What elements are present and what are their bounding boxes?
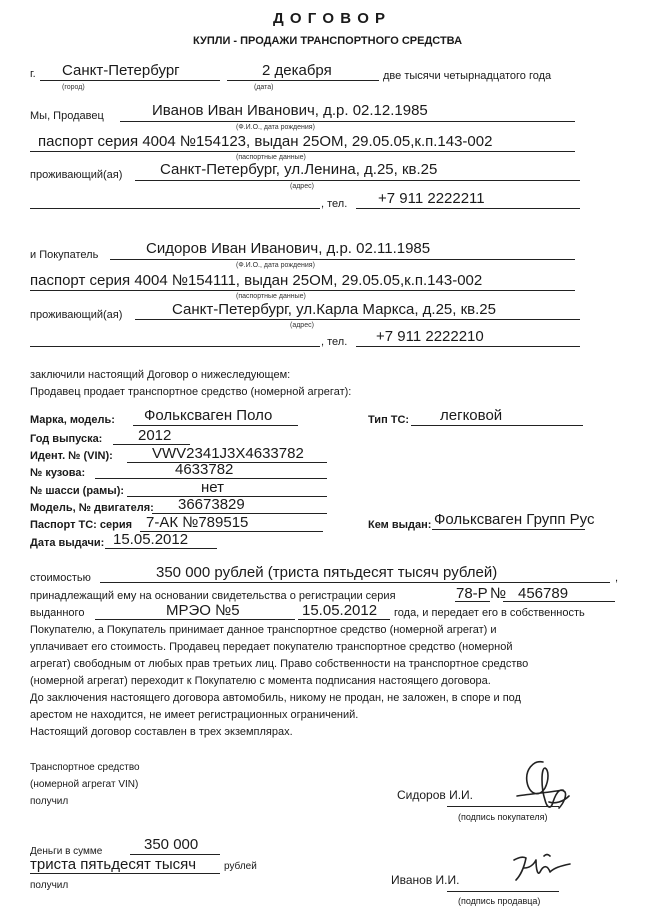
buyer-address-hint: (адрес): [290, 322, 314, 329]
body-line-4: (номерной агрегат) переходит к Покупателю с момента подписания настоящего договора.: [30, 675, 491, 687]
pts-value: 7-АК №789515: [146, 514, 249, 531]
seller-phone: +7 911 2222211: [378, 190, 485, 207]
city-hint: (город): [62, 84, 85, 91]
money-received: получил: [30, 880, 69, 891]
issued-label: выданного: [30, 607, 85, 619]
cost-comma: ,: [615, 572, 619, 584]
type-label: Тип ТС:: [368, 414, 410, 426]
seller-intro: Мы, Продавец: [30, 110, 104, 122]
year-value: 2012: [138, 427, 172, 444]
make-value: Фольксваген Поло: [144, 407, 273, 424]
transfer-text: года, и передает его в собственность: [394, 607, 585, 619]
receipt-vehicle-line-3: получил: [30, 796, 69, 807]
seller-name: Иванов Иван Иванович, д.р. 02.12.1985: [152, 102, 428, 119]
money-label: Деньги в сумме: [30, 846, 103, 857]
cert-issued-by: МРЭО №5: [166, 602, 240, 619]
engine-value: 36673829: [178, 496, 245, 513]
year-text: две тысячи четырнадцатого года: [383, 70, 552, 82]
agreement-line-1: заключили настоящий Договор о нижеследующем:: [30, 369, 291, 381]
issued-by-label: Кем выдан:: [368, 519, 432, 531]
seller-signer-name: Иванов И.И.: [391, 873, 460, 887]
seller-address-hint: (адрес): [290, 183, 314, 190]
buyer-phone-label: , тел.: [321, 336, 348, 348]
money-currency: рублей: [224, 861, 257, 872]
buyer-passport: паспорт серия 4004 №154111, выдан 25ОМ, 29.05.05,к.п.143-002: [30, 272, 483, 289]
seller-signature: [500, 846, 590, 890]
agreement-line-2: Продавец продает транспортное средство (номерной агрегат):: [30, 386, 352, 398]
body-line-2: уплачивает его стоимость. Продавец передает покупателю транспортное средство (номерной: [30, 641, 513, 653]
buyer-signature-hint: (подпись покупателя): [458, 812, 548, 822]
buyer-phone: +7 911 2222210: [376, 328, 484, 345]
buyer-signature: [505, 758, 595, 818]
year-label: Год выпуска:: [30, 433, 103, 445]
engine-label: Модель, № двигателя:: [30, 502, 154, 514]
city-prefix: г.: [30, 68, 36, 80]
document-subtitle: КУПЛИ - ПРОДАЖИ ТРАНСПОРТНОГО СРЕДСТВА: [193, 35, 463, 47]
buyer-address: Санкт-Петербург, ул.Карла Маркса, д.25, кв.25: [172, 301, 496, 318]
date-hint: (дата): [254, 84, 274, 91]
cert-issued-date: 15.05.2012: [302, 602, 378, 619]
receipt-vehicle-line-2: (номерной агрегат VIN): [30, 779, 139, 790]
buyer-intro: и Покупатель: [30, 249, 99, 261]
seller-address-label: проживающий(ая): [30, 169, 123, 181]
body-line-7: Настоящий договор составлен в трех экземплярах.: [30, 726, 293, 738]
body-line-5: До заключения настоящего договора автомобиль, никому не продан, не заложен, в споре и под: [30, 692, 521, 704]
cert-series: 78-Р: [456, 585, 488, 602]
issue-date-value: 15.05.2012: [113, 531, 189, 548]
issue-date-label: Дата выдачи:: [30, 537, 105, 549]
buyer-name: Сидоров Иван Иванович, д.р. 02.11.1985: [146, 240, 431, 257]
money-amount: 350 000: [144, 836, 199, 853]
type-value: легковой: [440, 407, 503, 424]
cert-no-label: №: [490, 585, 507, 602]
buyer-name-hint: (Ф.И.О., дата рождения): [236, 262, 315, 269]
body-value: 4633782: [175, 461, 234, 478]
make-label: Марка, модель:: [30, 414, 115, 426]
money-amount-words: триста пятьдесят тысяч: [30, 856, 197, 873]
belongs-text: принадлежащий ему на основании свидетельства о регистрации серия: [30, 590, 396, 602]
body-line-6: арестом не находится, не имеет регистрационных ограничений.: [30, 709, 359, 721]
contract-date: 2 декабря: [262, 62, 332, 79]
buyer-address-label: проживающий(ая): [30, 309, 123, 321]
cert-no: 456789: [518, 585, 569, 602]
seller-phone-label: , тел.: [321, 198, 348, 210]
issued-by-value: Фольксваген Групп Рус: [434, 511, 595, 528]
buyer-passport-hint: (паспортные данные): [236, 293, 306, 300]
cost-label: стоимостью: [30, 572, 91, 584]
seller-passport-hint: (паспортные данные): [236, 154, 306, 161]
chassis-value: нет: [201, 479, 224, 496]
document-title: Д О Г О В О Р: [273, 10, 387, 27]
seller-name-hint: (Ф.И.О., дата рождения): [236, 124, 315, 131]
vin-label: Идент. № (VIN):: [30, 450, 113, 462]
seller-signature-hint: (подпись продавца): [458, 896, 541, 906]
body-line-1: Покупателю, а Покупатель принимает данное транспортное средство (номерной агрегат) и: [30, 624, 497, 636]
seller-passport: паспорт серия 4004 №154123, выдан 25ОМ, 29.05.05,к.п.143-002: [38, 133, 493, 150]
buyer-signer-name: Сидоров И.И.: [397, 788, 474, 802]
pts-label: Паспорт ТС: серия: [30, 519, 133, 531]
body-line-3: агрегат) свободным от любых прав третьих лиц. Право собственности на транспортное средство: [30, 658, 529, 670]
body-label: № кузова:: [30, 467, 86, 479]
seller-address: Санкт-Петербург, ул.Ленина, д.25, кв.25: [160, 161, 438, 178]
chassis-label: № шасси (рамы):: [30, 485, 125, 497]
cost-value: 350 000 рублей (триста пятьдесят тысяч рублей): [156, 564, 498, 581]
city-value: Санкт-Петербург: [62, 62, 180, 79]
receipt-vehicle-line-1: Транспортное средство: [30, 762, 140, 773]
vin-value: VWV2341J3X4633782: [152, 445, 304, 462]
